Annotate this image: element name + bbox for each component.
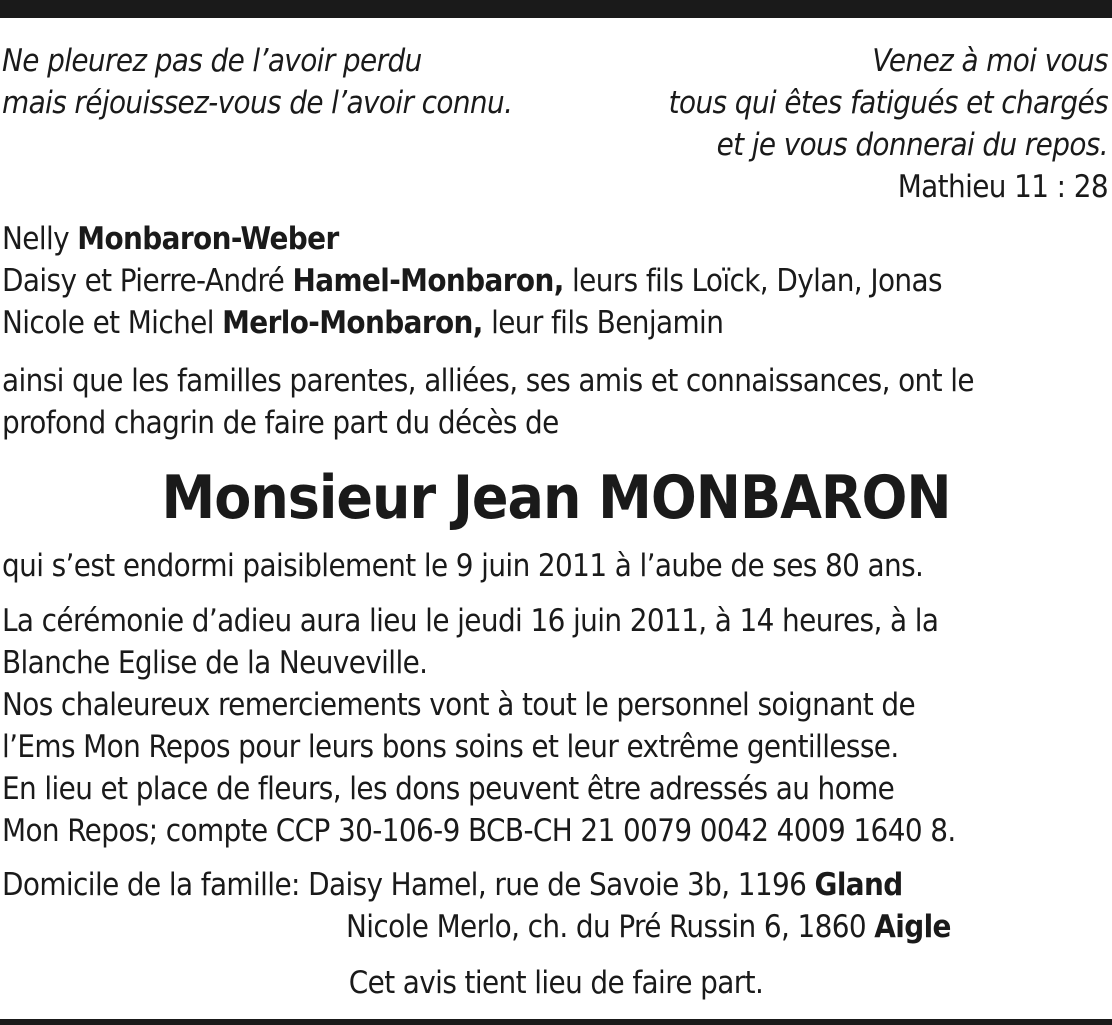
- address-label: Domicile de la famille:: [2, 867, 309, 903]
- quote-left-line: Ne pleurez pas de l’avoir perdu: [2, 43, 422, 79]
- family-address-2: Nicole Merlo, ch. du Pré Russin 6, 1860 Aigle: [346, 909, 951, 945]
- address-city: Aigle: [874, 909, 951, 945]
- ceremony-info: La cérémonie d’adieu aura lieu le jeudi 16 juin 2011, à 14 heures, à la Blanche Eglise de la Neuveville.: [2, 603, 939, 681]
- death-notice: qui s’est endormi paisiblement le 9 juin 2011 à l’aube de ses 80 ans.: [2, 548, 924, 584]
- bible-quote-line: et je vous donnerai du repos.: [716, 127, 1108, 163]
- top-border: [0, 0, 1112, 18]
- quote-left-line: mais réjouissez-vous de l’avoir connu.: [2, 85, 513, 121]
- family-surname: Merlo-Monbaron,: [222, 305, 483, 341]
- donations-info: En lieu et place de fleurs, les dons peuvent être adressés au home Mon Repos; compte CCP 30-106-9 BCB-CH 21 0079 0042 4009 1640 8.: [2, 771, 956, 849]
- bottom-border: [0, 1019, 1112, 1025]
- family-address-1: Domicile de la famille: Daisy Hamel, rue de Savoie 3b, 1196 Gland: [2, 867, 903, 903]
- quote-left: [2, 40, 622, 124]
- bible-quote-line: tous qui êtes fatigués et chargés: [668, 85, 1108, 121]
- family-member: Nelly Monbaron-Weber: [2, 221, 339, 257]
- family-member: Nicole et Michel Merlo-Monbaron, leur fils Benjamin: [2, 305, 724, 341]
- bible-quote-line: Venez à moi vous: [872, 43, 1108, 79]
- announcement-intro: ainsi que les familles parentes, alliées, ses amis et connaissances, ont le profond chagrin de faire part du décès de: [2, 363, 974, 441]
- bible-reference: Mathieu 11 : 28: [897, 169, 1108, 205]
- deceased-name: Monsieur Jean MONBARON: [161, 463, 951, 533]
- family-list: [2, 218, 1110, 344]
- thanks-message: Nos chaleureux remerciements vont à tout le personnel soignant de l’Ems Mon Repos pour leurs bons soins et leur extrême gentillesse.: [2, 687, 916, 765]
- family-surname: Monbaron-Weber: [77, 221, 339, 257]
- family-member: Daisy et Pierre-André Hamel-Monbaron, leurs fils Loïck, Dylan, Jonas: [2, 263, 942, 299]
- address-city: Gland: [814, 867, 903, 903]
- footer-note: Cet avis tient lieu de faire part.: [348, 965, 764, 1001]
- family-surname: Hamel-Monbaron,: [292, 263, 564, 299]
- bible-quote: [560, 40, 1108, 166]
